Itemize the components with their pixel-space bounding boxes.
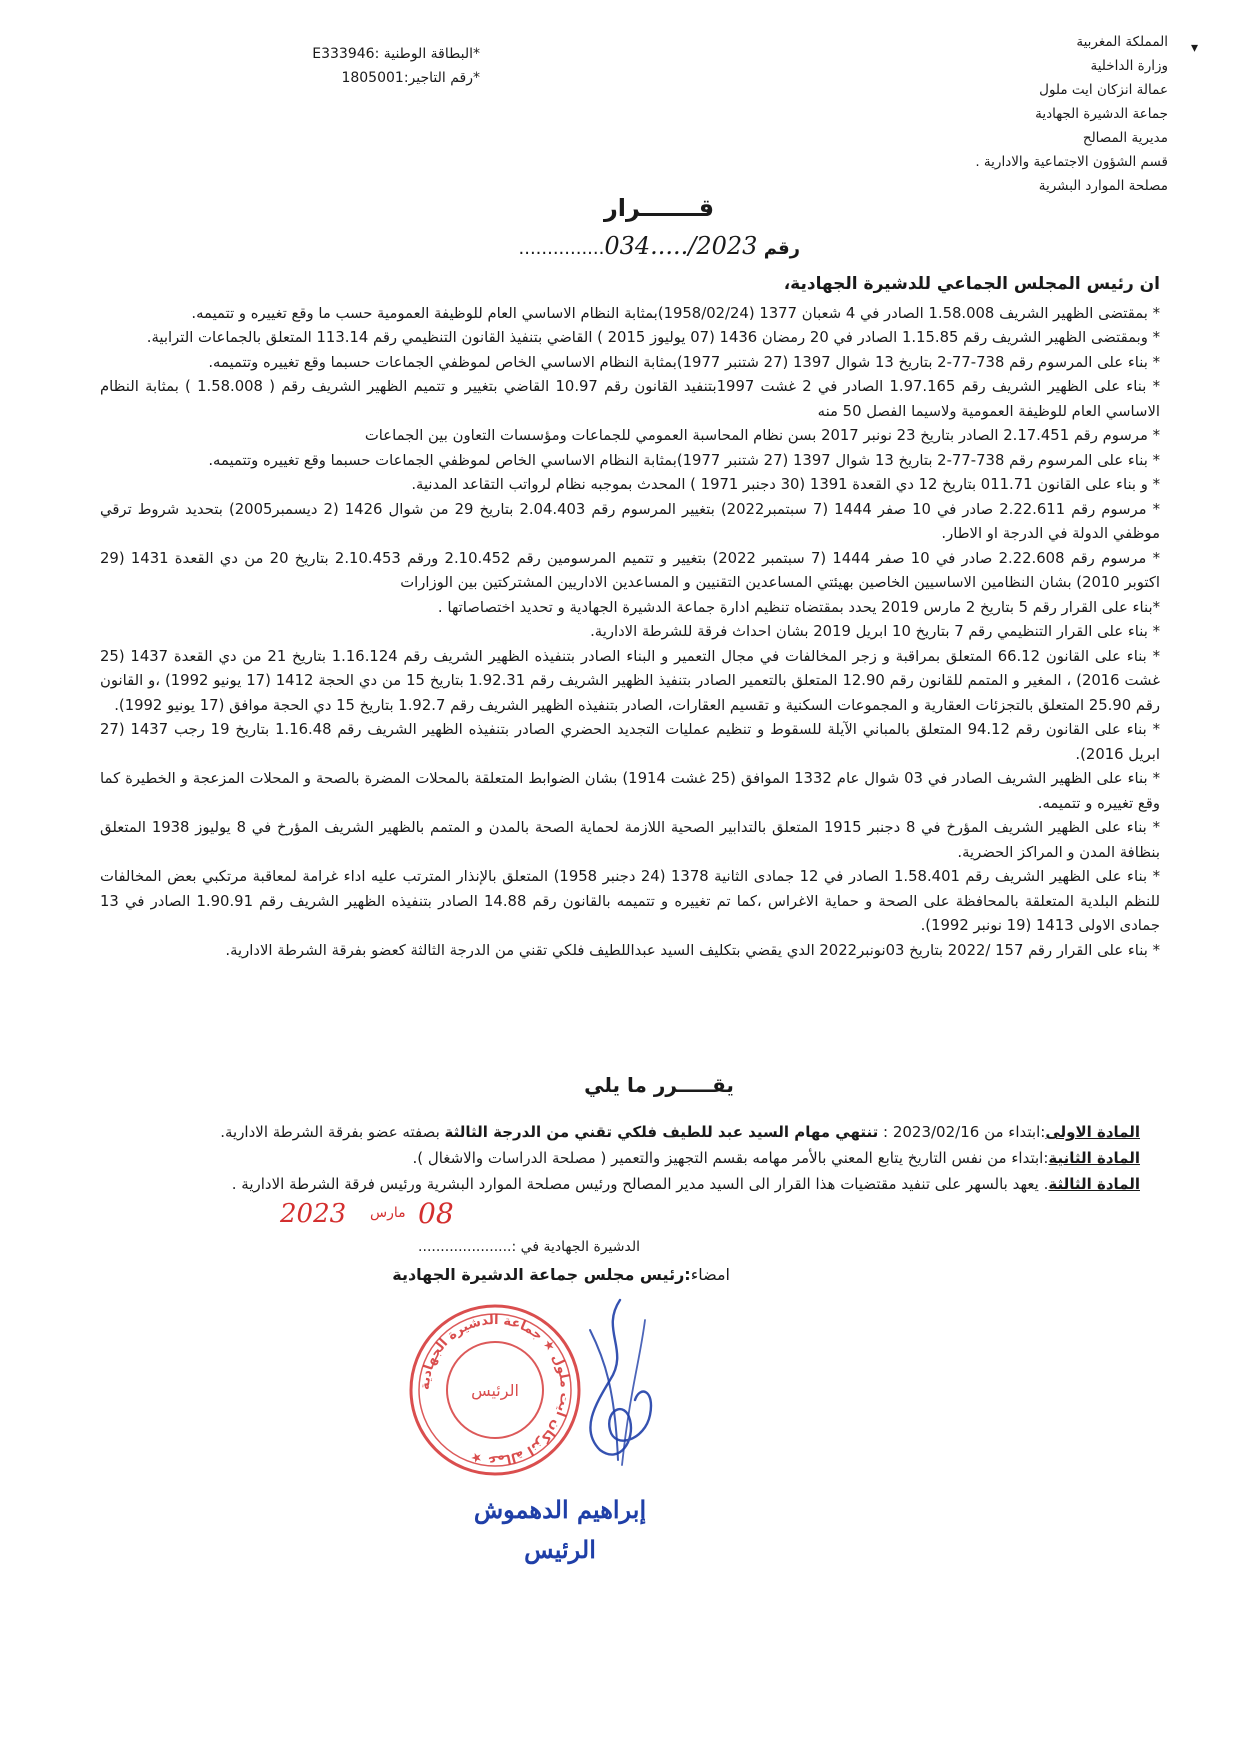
place-date-line: الدشيرة الجهادية في :..................... xyxy=(418,1239,640,1255)
clause: * بمقتضى الظهير الشريف 1.58.008 الصادر في 4 شعبان 1377 (1958/02/24)بمثابة النظام الاساسي العام للوظيفة العمومية حسب ما وقع تغييره و تتميمه. xyxy=(191,304,1160,322)
clause: *بناء على القرار رقم 5 بتاريخ 2 مارس 2019 يحدد بمقتضاه تنظيم ادارة جماعة الدشيرة الجهادية و تحديد اختصاصاتها . xyxy=(437,598,1160,616)
clause: * مرسوم رقم 2.17.451 الصادر بتاريخ 23 نونبر 2017 بسن نظام المحاسبة العمومي للجماعات ومؤسسات التعاون بين الجماعات xyxy=(364,427,1160,444)
header-line: جماعة الدشيرة الجهادية xyxy=(1035,106,1168,122)
document-title: قـــــــرار xyxy=(603,194,715,222)
seal-outer-text: عمالة انزكان ايت ملول ★ جماعة الدشيرة الجهادية ★ xyxy=(417,1312,573,1468)
seal-center-text: الرئيس xyxy=(471,1381,519,1400)
article-text: :ابتداء من 2023/02/16 : xyxy=(878,1123,1046,1141)
stamp-month: مارس xyxy=(370,1205,406,1221)
national-id: *البطاقة الوطنية :E333946 xyxy=(312,46,480,62)
preamble xyxy=(100,270,1160,963)
stamp-year: 2023 xyxy=(280,1199,347,1229)
corner-mark: ▾ xyxy=(1190,40,1198,56)
header-line: قسم الشؤون الاجتماعية والادارية . xyxy=(975,154,1168,170)
article-text-tail: بصفته عضو بفرقة الشرطة الادارية. xyxy=(220,1123,445,1141)
article-text: . يعهد بالسهر على تنفيد مقتضيات هذا القرار الى السيد مدير المصالح ورئيس مصلحة الموارد البشرية ورئيس فرقة الشرطة الادارية . xyxy=(231,1175,1049,1193)
clause: * بناء على القانون 66.12 المتعلق بمراقبة و زجر المخالفات في مجال التعمير و البناء الصادر بتنفيذه الظهير الشريف رقم 1.16.124 بتاريخ 21 من دي القعدة 1437 (25 غشت 2016) ، المغير و المتمم للقانون رقم 12.90 المتعلق بالتعمير الصادر بتنفيذ الظهير الشريف رقم 1.92.31 بتاريخ 15 من دي الحجة 1412 (17 يونيو 1992) ،و القانون رقم 25.90 المتعلق بالتجزئات العقارية و المجموعات السكنية و تقسيم العقارات، الصادر بتنفيذه الظهير الشريف رقم 1.92.7 بتاريخ 15 دي الحجة موافق (17 يونيو 1992). xyxy=(100,647,1160,714)
header-line: عمالة انزكان ايت ملول xyxy=(1039,82,1168,98)
president-name: إبراهيم الدهموش xyxy=(473,1495,647,1524)
clause: * و بناء على القانون 011.71 بتاريخ 12 دي القعدة 1391 (30 دجنبر 1971 ) المحدث بموجبه نظام لرواتب التقاعد المدنية. xyxy=(411,476,1160,493)
clause: * بناء على المرسوم رقم 738-77-2 بتاريخ 13 شوال 1397 (27 شتنبر 1977)بمثابة النظام الاساسي الخاص لموظفي الجماعات حسبما وقع تغييره وتتميمه. xyxy=(208,353,1160,371)
header-line: مصلحة الموارد البشرية xyxy=(1038,178,1168,194)
article-3 xyxy=(80,1172,1140,1197)
number-label: رقم xyxy=(763,238,800,259)
articles xyxy=(80,1120,1140,1198)
signatory-title: :رئيس مجلس جماعة الدشيرة الجهادية xyxy=(392,1265,691,1284)
intro-line: ان رئيس المجلس الجماعي للدشيرة الجهادية، xyxy=(783,274,1160,294)
header-line: وزارة الداخلية xyxy=(1090,58,1168,74)
article-1 xyxy=(80,1120,1140,1145)
president-name-stamp xyxy=(410,1490,710,1570)
article-label: المادة الثانية xyxy=(1048,1149,1140,1167)
clause: * مرسوم رقم 2.22.608 صادر في 10 صفر 1444 (7 سبتمبر 2022) بتغيير و تتميم المرسومين رقم 2.10.452 ورقم 2.10.453 بتاريخ 20 من دي القعدة 1431 (29 اكتوبر 2010) بشان النظامين الاساسيين الخاصين بهيئتي المساعدين التقنيين و المساعدين الاداريين المشتركتين بين الوزارات xyxy=(100,549,1161,591)
signatory-label: امضاء xyxy=(690,1265,730,1284)
article-label: المادة الاولى xyxy=(1045,1123,1140,1141)
date-stamp xyxy=(280,1195,520,1235)
clause: * وبمقتضى الظهير الشريف رقم 1.15.85 الصادر في 20 رمضان 1436 (07 يوليوز 2015 ) القاضي بتنفيذ القانون التنظيمي رقم 113.14 المتعلق بالجماعات الترابية. xyxy=(146,329,1160,346)
stamp-day: 08 xyxy=(418,1197,454,1230)
clause: * بناء على المرسوم رقم 738-77-2 بتاريخ 13 شوال 1397 (27 شتنبر 1977)بمثابة النظام الاساسي الخاص لموظفي الجماعات حسبما وقع تغييره وتتميمه. xyxy=(208,451,1160,469)
clause: * بناء على الظهير الشريف رقم 1.58.401 الصادر في 12 جمادى الثانية 1378 (24 دجنبر 1958) المتعلق بالإنذار المترتب عليه اداء غرامة لمعاقبة مرتكبي بعض المخالفات للنظم البلدية المتعلقة بالمحافظة على الصحة و حماية الاغراس ،كما تم تغييره و تتميمه بالقانون رقم 14.88 الصادر بتنفيذه الظهير الشريف رقم 1.90.91 الصادر في 13 جمادى الاولى 1413 (19 نونبر 1992). xyxy=(100,868,1160,934)
article-text-bold: تنتهي مهام السيد عبد للطيف فلكي تقني من الدرجة الثالثة xyxy=(444,1123,879,1141)
clause: * بناء على الظهير الشريف الصادر في 03 شوال عام 1332 الموافق (25 غشت 1914) بشان الضوابط المتعلقة بالمحلات المضرة بالصحة و المحلات المزعجة و الخطيرة كما وقع تغييره و تتميمه. xyxy=(100,770,1160,812)
article-2 xyxy=(80,1146,1140,1171)
handwritten-signature xyxy=(560,1290,670,1480)
clause: * بناء على القرار رقم 157 /2022 بتاريخ 03نونبر2022 الدي يقضي بتكليف السيد عبداللطيف فلكي تقني من الدرجة الثالثة كعضو بفرقة الشرطة الادارية. xyxy=(225,941,1160,959)
header-line: المملكة المغربية xyxy=(1076,34,1168,50)
official-seal xyxy=(405,1300,585,1480)
article-label: المادة الثالثة xyxy=(1048,1175,1140,1193)
article-text: :ابتداء من نفس التاريخ يتابع المعني بالأمر مهامه بقسم التجهيز والتعمير ( مصلحة الدراسات والاشغال ). xyxy=(412,1149,1049,1167)
payroll-number: *رقم التاجير:1805001 xyxy=(341,70,480,86)
header-line: مديرية المصالح xyxy=(1082,130,1168,146)
decision-number xyxy=(440,232,800,260)
administrative-header xyxy=(868,30,1168,198)
president-title: الرئيس xyxy=(524,1535,596,1564)
clause: * بناء على الظهير الشريف المؤرخ في 8 دجنبر 1915 المتعلق بالتدابير الصحية اللازمة لحماية الصحة بالمدن و المتمم بالظهير الشريف المؤرخ في 8 يوليوز 1938 المتعلق بنظافة المدن و المراكز الحضرية. xyxy=(100,819,1160,861)
number-dots: ............... xyxy=(518,238,605,259)
clause: * بناء على القرار التنظيمي رقم 7 بتاريخ 10 ابريل 2019 بشان احداث فرقة للشرطة الادارية. xyxy=(590,623,1160,640)
clause: * بناء على القانون رقم 94.12 المتعلق بالمباني الآيلة للسقوط و تنظيم عمليات التجديد الحضري الصادر بتنفيذه الظهير الشريف رقم 1.16.48 بتاريخ 19 رجب 1437 (27 ابريل 2016). xyxy=(100,721,1160,763)
decides-heading: يقـــــرر ما يلي xyxy=(584,1073,734,1097)
clause: * بناء على الظهير الشريف رقم 1.97.165 الصادر في 2 غشت 1997بتنفيد القانون رقم 10.97 القاضي بتغيير و تتميم الظهير الشريف رقم ( 1.58.008 ) بمثابة النظام الاساسي العام للوظيفة العمومية ولاسيما الفصل 50 منه xyxy=(100,378,1160,420)
handwritten-number: 2023/.....034 xyxy=(604,232,758,260)
signatory-line xyxy=(330,1265,730,1284)
employee-identifiers xyxy=(240,42,480,90)
clause: * مرسوم رقم 2.22.611 صادر في 10 صفر 1444 (7 سبتمبر2022) بتغيير المرسوم رقم 2.04.403 بتاريخ 29 من شوال 1426 (2 ديسمبر2005) بتحديد شروط ترقي موظفي الدولة في الدرجة او الاطار. xyxy=(100,500,1160,542)
